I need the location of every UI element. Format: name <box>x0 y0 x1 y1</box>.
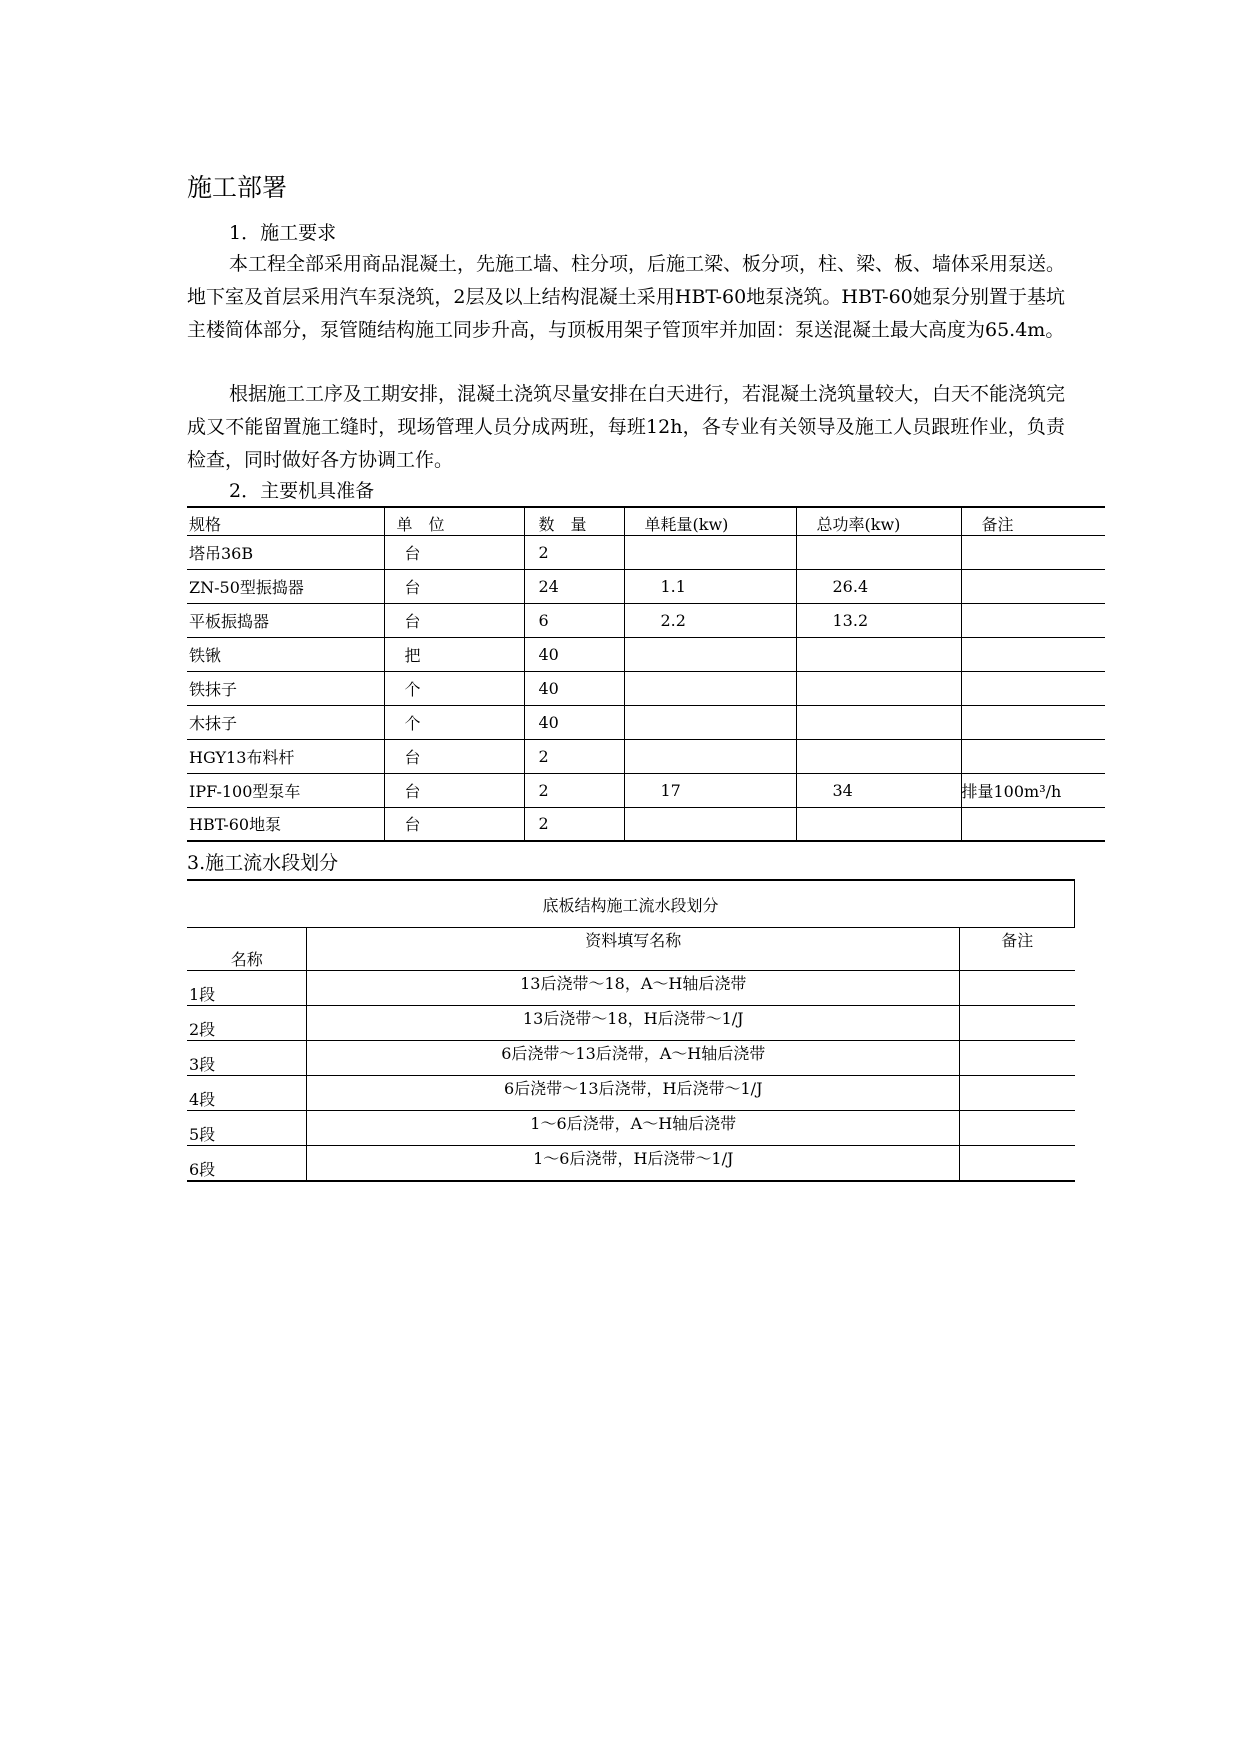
table-cell: 塔吊36B <box>187 535 384 569</box>
table-cell: 2 <box>524 773 624 807</box>
table-cell: 个 <box>384 705 524 739</box>
table-cell: 13后浇带～18，H后浇带～1/J <box>307 1006 960 1041</box>
table-row <box>187 569 1105 603</box>
table-cell: 2 <box>524 807 624 841</box>
table-cell <box>961 603 1105 637</box>
table-cell <box>961 637 1105 671</box>
table-row <box>187 739 1105 773</box>
table-row <box>187 971 1075 1006</box>
table-row <box>187 807 1105 841</box>
table-cell: HGY13布料杆 <box>187 739 384 773</box>
table-cell: 1.1 <box>624 569 796 603</box>
header-spec: 规格 <box>187 507 384 535</box>
header-flow-remark: 备注 <box>960 928 1075 971</box>
table-cell: 台 <box>384 535 524 569</box>
table-cell <box>960 1041 1075 1076</box>
header-record-name: 资料填写名称 <box>307 928 960 971</box>
section-heading-equipment: 2．主要机具准备 <box>229 480 375 502</box>
table-cell: 40 <box>524 705 624 739</box>
table-cell <box>960 1006 1075 1041</box>
table-cell: 台 <box>384 603 524 637</box>
table-cell: 2 <box>524 739 624 773</box>
flow-table-caption: 底板结构施工流水段划分 <box>187 880 1075 928</box>
table-row <box>187 1041 1075 1076</box>
table-cell <box>961 535 1105 569</box>
table-cell: IPF-100型泵车 <box>187 773 384 807</box>
table-cell <box>796 671 961 705</box>
table-cell: 台 <box>384 569 524 603</box>
table-cell: 台 <box>384 773 524 807</box>
table-cell <box>960 971 1075 1006</box>
table-cell <box>624 807 796 841</box>
table-cell: 台 <box>384 807 524 841</box>
table-cell <box>624 705 796 739</box>
paragraph-requirements: 本工程全部采用商品混凝土，先施工墙、柱分项，后施工梁、板分项，柱、梁、板、墙体采用泵送。地下室及首层采用汽车泵浇筑，2层及以上结构混凝土采用HBT-60地泵浇筑。HBT-60她泵分别置于基坑主楼简体部分，泵管随结构施工同步升高，与顶板用架子管顶牢并加固：泵送混凝土最大高度为65.4m。 <box>187 253 1066 341</box>
table-cell: 6段 <box>187 1146 307 1182</box>
table-cell <box>624 671 796 705</box>
table-cell: 个 <box>384 671 524 705</box>
table-cell: 13.2 <box>796 603 961 637</box>
table-cell: 40 <box>524 637 624 671</box>
table-cell <box>961 807 1105 841</box>
table-row <box>187 773 1105 807</box>
table-cell: 17 <box>624 773 796 807</box>
table-cell: 24 <box>524 569 624 603</box>
table-cell <box>961 739 1105 773</box>
table-cell <box>624 535 796 569</box>
table-cell: 3段 <box>187 1041 307 1076</box>
section-heading-flow: 3.施工流水段划分 <box>187 852 339 874</box>
table-cell <box>960 1076 1075 1111</box>
header-unit-power: 单耗量(kw) <box>624 507 796 535</box>
table-row <box>187 1146 1075 1182</box>
table-row <box>187 1076 1075 1111</box>
table-cell: 6后浇带～13后浇带，A～H轴后浇带 <box>307 1041 960 1076</box>
header-unit: 单 位 <box>384 507 524 535</box>
table-cell: 2.2 <box>624 603 796 637</box>
header-total-power: 总功率(kw) <box>796 507 961 535</box>
table-cell: 26.4 <box>796 569 961 603</box>
table-cell <box>624 637 796 671</box>
header-remark: 备注 <box>961 507 1105 535</box>
table-cell: 6后浇带～13后浇带，H后浇带～1/J <box>307 1076 960 1111</box>
table-cell: 铁抹子 <box>187 671 384 705</box>
paragraph-schedule: 根据施工工序及工期安排，混凝土浇筑尽量安排在白天进行，若混凝土浇筑量较大，白天不能浇筑完成又不能留置施工缝时，现场管理人员分成两班，每班12h，各专业有关领导及施工人员跟班作业，负责检查，同时做好各方协调工作。 <box>187 383 1066 471</box>
table-cell <box>624 739 796 773</box>
table-cell <box>961 705 1105 739</box>
equipment-table <box>187 506 1105 842</box>
table-cell: 5段 <box>187 1111 307 1146</box>
table-cell: 2段 <box>187 1006 307 1041</box>
table-cell: ZN-50型振捣器 <box>187 569 384 603</box>
header-quantity: 数 量 <box>524 507 624 535</box>
table-cell: 铁锹 <box>187 637 384 671</box>
table-cell: 平板振捣器 <box>187 603 384 637</box>
table-cell <box>796 535 961 569</box>
table-cell: 40 <box>524 671 624 705</box>
table-cell: 2 <box>524 535 624 569</box>
table-cell <box>960 1111 1075 1146</box>
flow-table-header <box>187 928 1075 971</box>
table-cell: 排量100m³/h <box>961 773 1105 807</box>
section-heading-requirements: 1．施工要求 <box>229 222 337 244</box>
table-cell <box>961 569 1105 603</box>
table-row <box>187 671 1105 705</box>
table-row <box>187 1111 1075 1146</box>
table-cell: 木抹子 <box>187 705 384 739</box>
table-cell <box>796 739 961 773</box>
table-cell <box>796 807 961 841</box>
table-cell <box>796 637 961 671</box>
table-cell: 1段 <box>187 971 307 1006</box>
flow-table-caption-row <box>187 880 1075 928</box>
table-row <box>187 535 1105 569</box>
table-row <box>187 603 1105 637</box>
table-cell: 34 <box>796 773 961 807</box>
table-cell <box>796 705 961 739</box>
table-row <box>187 1006 1075 1041</box>
table-cell: 台 <box>384 739 524 773</box>
table-cell: 6 <box>524 603 624 637</box>
equipment-table-header <box>187 507 1105 535</box>
header-name: 名称 <box>187 928 307 971</box>
table-row <box>187 705 1105 739</box>
table-row <box>187 637 1105 671</box>
table-cell: 1～6后浇带，H后浇带～1/J <box>307 1146 960 1182</box>
table-cell <box>961 671 1105 705</box>
table-cell: 13后浇带～18，A～H轴后浇带 <box>307 971 960 1006</box>
table-cell: 4段 <box>187 1076 307 1111</box>
table-cell: 1～6后浇带，A～H轴后浇带 <box>307 1111 960 1146</box>
page-title: 施工部署 <box>187 173 288 202</box>
flow-section-table <box>187 879 1075 1182</box>
table-cell: 把 <box>384 637 524 671</box>
table-cell <box>960 1146 1075 1182</box>
table-cell: HBT-60地泵 <box>187 807 384 841</box>
